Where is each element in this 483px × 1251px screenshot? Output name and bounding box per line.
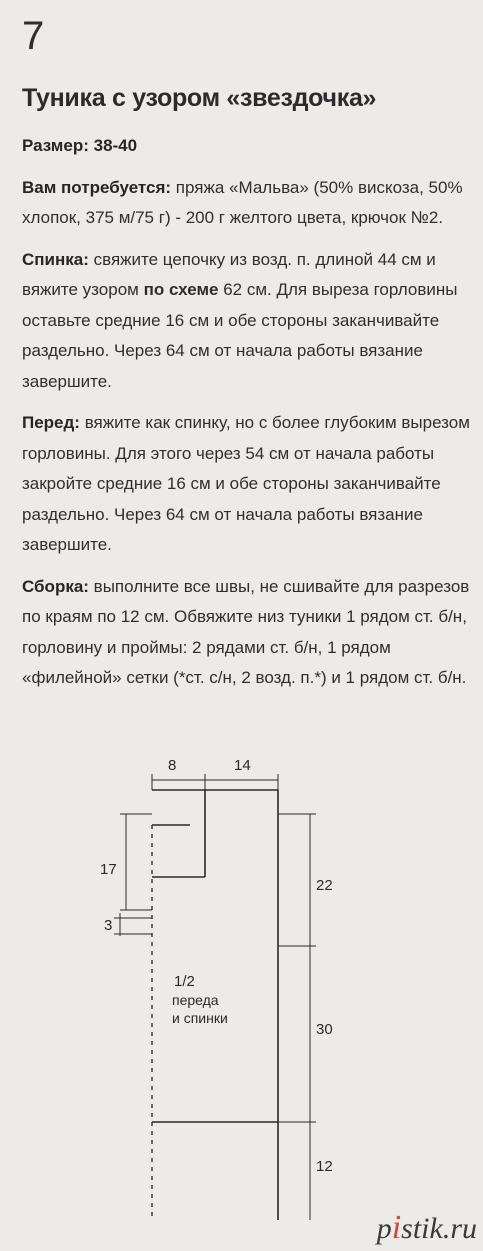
materials-paragraph (22, 173, 474, 234)
assembly-paragraph (22, 572, 474, 694)
dim-left-neck: 17 (100, 861, 117, 878)
diagram-label-back: и спинки (172, 1010, 228, 1026)
pattern-instructions (22, 131, 474, 705)
watermark-start: p (376, 1212, 392, 1245)
materials-label: Вам потребуется: (22, 177, 172, 197)
front-text: вяжите как спинку, но с более глубоким вырезом горловины. Для этого через 54 см от начала работы закройте средние 16 см и обе стороны заканчивайте раздельно. Через 64 см от начала работы вязание завершите. (22, 413, 470, 554)
front-paragraph (22, 408, 474, 561)
dim-right-slit: 12 (316, 1158, 333, 1175)
page-number: 7 (22, 14, 45, 58)
watermark-accent: i (391, 1209, 402, 1246)
assembly-label: Сборка: (22, 576, 89, 596)
back-paragraph (22, 245, 474, 398)
back-emphasis: по схеме (143, 280, 219, 299)
size-label: Размер: (22, 136, 89, 155)
size-value: 38-40 (88, 136, 138, 155)
diagram-label-fraction: 1/2 (174, 973, 195, 990)
schematic-diagram (0, 750, 483, 1220)
diagram-label-front: переда (172, 992, 219, 1008)
dim-right-side: 30 (316, 1021, 333, 1038)
dim-left-small: 3 (104, 917, 113, 934)
back-label: Спинка: (22, 249, 89, 269)
size-paragraph (22, 131, 474, 162)
site-watermark (377, 1209, 477, 1247)
watermark-end: stik.ru (401, 1212, 477, 1245)
materials-text: пряжа «Мальва» (50% вискоза, 50% хлопок, 375 м/75 г) - 200 г желтого цвета, крючок №2. (22, 177, 463, 227)
back-text-1: свяжите цепочку из возд. п. длиной 44 см и вяжите узором (22, 249, 436, 299)
pattern-title: Туника с узором «звездочка» (22, 84, 377, 112)
back-text-2: 62 см. Для выреза горловины оставьте средние 16 см и обе стороны заканчивайте раздельно. Через 64 см от начала работы вязание завершите. (22, 280, 458, 391)
dim-top-neck: 8 (168, 757, 177, 774)
dim-top-shoulder: 14 (234, 757, 251, 774)
front-label: Перед: (22, 413, 80, 432)
assembly-text: выполните все швы, не сшивайте для разрезов по краям по 12 см. Обвяжите низ туники 1 рядом ст. б/н, горловину и проймы: 2 рядами ст. б/н, 1 рядом «филейной» сетки (*ст. с/н, 2 возд. п.*) и 1 рядом ст. б/н. (22, 576, 470, 687)
dim-right-armhole: 22 (316, 877, 333, 894)
